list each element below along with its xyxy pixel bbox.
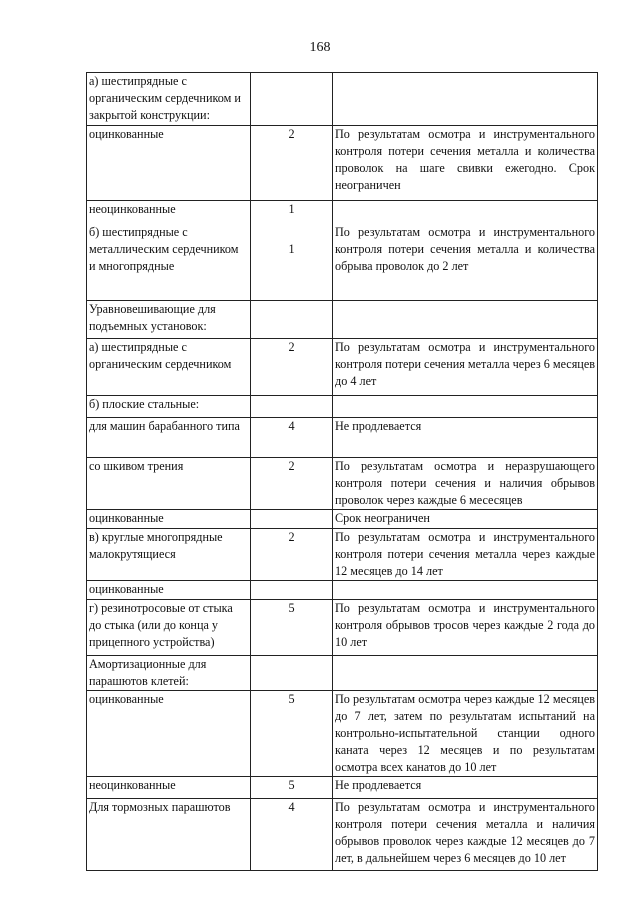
rope-type-text: б) шестипрядные с металлическим сердечником и многопрядные xyxy=(89,225,239,273)
table-row xyxy=(87,418,598,458)
table-row xyxy=(87,529,598,581)
term-cell: 2 xyxy=(251,126,333,201)
extension-conditions-cell: По результатам осмотра и инструментального контроля обрывов тросов через каждые 2 года до 10 лет xyxy=(333,600,598,656)
term-cell: 5 xyxy=(251,600,333,656)
term-cell xyxy=(251,510,333,529)
rope-type-cell: для машин барабанного типа xyxy=(87,418,251,458)
term-cell: 4 xyxy=(251,799,333,871)
extension-conditions-cell xyxy=(333,396,598,418)
rope-type-cell: Уравновешивающие для подъемных установок: xyxy=(87,301,251,339)
rope-type-text: неоцинкованные xyxy=(89,202,176,216)
extension-conditions-cell: По результатам осмотра и неразрушающего контроля потери сечения и наличия обрывов проволок через каждые 6 месесяцев xyxy=(333,458,598,510)
rope-type-cell: а) шестипрядные с органическим сердечником xyxy=(87,339,251,396)
extension-conditions-cell: По результатам осмотра через каждые 12 месяцев до 7 лет, затем по результатам испытаний на контрольно-испытательной станции одного каната через 12 месяцев и по результатам осмотра всех канатов до 10 лет xyxy=(333,691,598,777)
term-cell: 2 xyxy=(251,458,333,510)
term-cell xyxy=(251,396,333,418)
term-value: 1 xyxy=(288,202,295,216)
term-cell: 2 xyxy=(251,339,333,396)
table-row xyxy=(87,600,598,656)
table-row xyxy=(87,73,598,126)
extension-conditions-cell xyxy=(333,301,598,339)
term-cell xyxy=(251,656,333,691)
term-cell: 5 xyxy=(251,777,333,799)
table-row xyxy=(87,339,598,396)
extension-conditions-cell: Не продлевается xyxy=(333,418,598,458)
rope-type-cell xyxy=(87,201,251,301)
term-cell xyxy=(251,201,333,301)
extension-conditions-cell xyxy=(333,201,598,301)
table-row xyxy=(87,396,598,418)
table-row xyxy=(87,126,598,201)
extension-conditions-cell: Не продлевается xyxy=(333,777,598,799)
extension-conditions-cell xyxy=(333,581,598,600)
table-row xyxy=(87,691,598,777)
table-row xyxy=(87,656,598,691)
term-cell: 2 xyxy=(251,529,333,581)
rope-type-cell: неоцинкованные xyxy=(87,777,251,799)
table-row xyxy=(87,510,598,529)
rope-type-cell: оцинкованные xyxy=(87,510,251,529)
table-row xyxy=(87,301,598,339)
rope-type-cell: оцинкованные xyxy=(87,126,251,201)
rope-type-cell: в) круглые многопрядные малокрутящиеся xyxy=(87,529,251,581)
rope-type-cell: со шкивом трения xyxy=(87,458,251,510)
rope-type-cell: г) резинотросовые от стыка до стыка (или до конца у прицепного устройства) xyxy=(87,600,251,656)
extension-conditions-cell: По результатам осмотра и инструментального контроля потери сечения металла через каждые 12 месяцев до 14 лет xyxy=(333,529,598,581)
extension-conditions-cell: Срок неограничен xyxy=(333,510,598,529)
rope-type-cell: Амортизационные для парашютов клетей: xyxy=(87,656,251,691)
rope-type-cell: б) плоские стальные: xyxy=(87,396,251,418)
rope-type-cell: а) шестипрядные с органическим сердечником и закрытой конструкции: xyxy=(87,73,251,126)
term-cell xyxy=(251,581,333,600)
extension-conditions-cell xyxy=(333,656,598,691)
table-row xyxy=(87,799,598,871)
extension-conditions-cell: По результатам осмотра и инструментального контроля потери сечения металла через 6 месяцев до 4 лет xyxy=(333,339,598,396)
extension-conditions-text: По результатам осмотра и инструментального контроля потери сечения металла и количества обрыва проволок до 2 лет xyxy=(335,225,595,273)
term-cell: 5 xyxy=(251,691,333,777)
table-row xyxy=(87,777,598,799)
page-number: 168 xyxy=(309,40,331,55)
table-row xyxy=(87,581,598,600)
term-cell xyxy=(251,301,333,339)
term-value: 1 xyxy=(288,242,295,256)
table-row xyxy=(87,458,598,510)
extension-conditions-cell xyxy=(333,73,598,126)
rope-type-cell: оцинкованные xyxy=(87,691,251,777)
extension-conditions-cell: По результатам осмотра и инструментального контроля потери сечения металла и количества проволок на шаге свивки ежегодно. Срок неограничен xyxy=(333,126,598,201)
rope-type-cell: оцинкованные xyxy=(87,581,251,600)
rope-service-life-table xyxy=(86,72,598,871)
term-cell: 4 xyxy=(251,418,333,458)
extension-conditions-cell: По результатам осмотра и инструментального контроля потери сечения металла и наличия обрывов проволок через каждые 12 месяцев до 7 лет, в дальнейшем через 6 месяцев до 10 лет xyxy=(333,799,598,871)
rope-type-cell: Для тормозных парашютов xyxy=(87,799,251,871)
term-cell xyxy=(251,73,333,126)
table-row xyxy=(87,201,598,301)
